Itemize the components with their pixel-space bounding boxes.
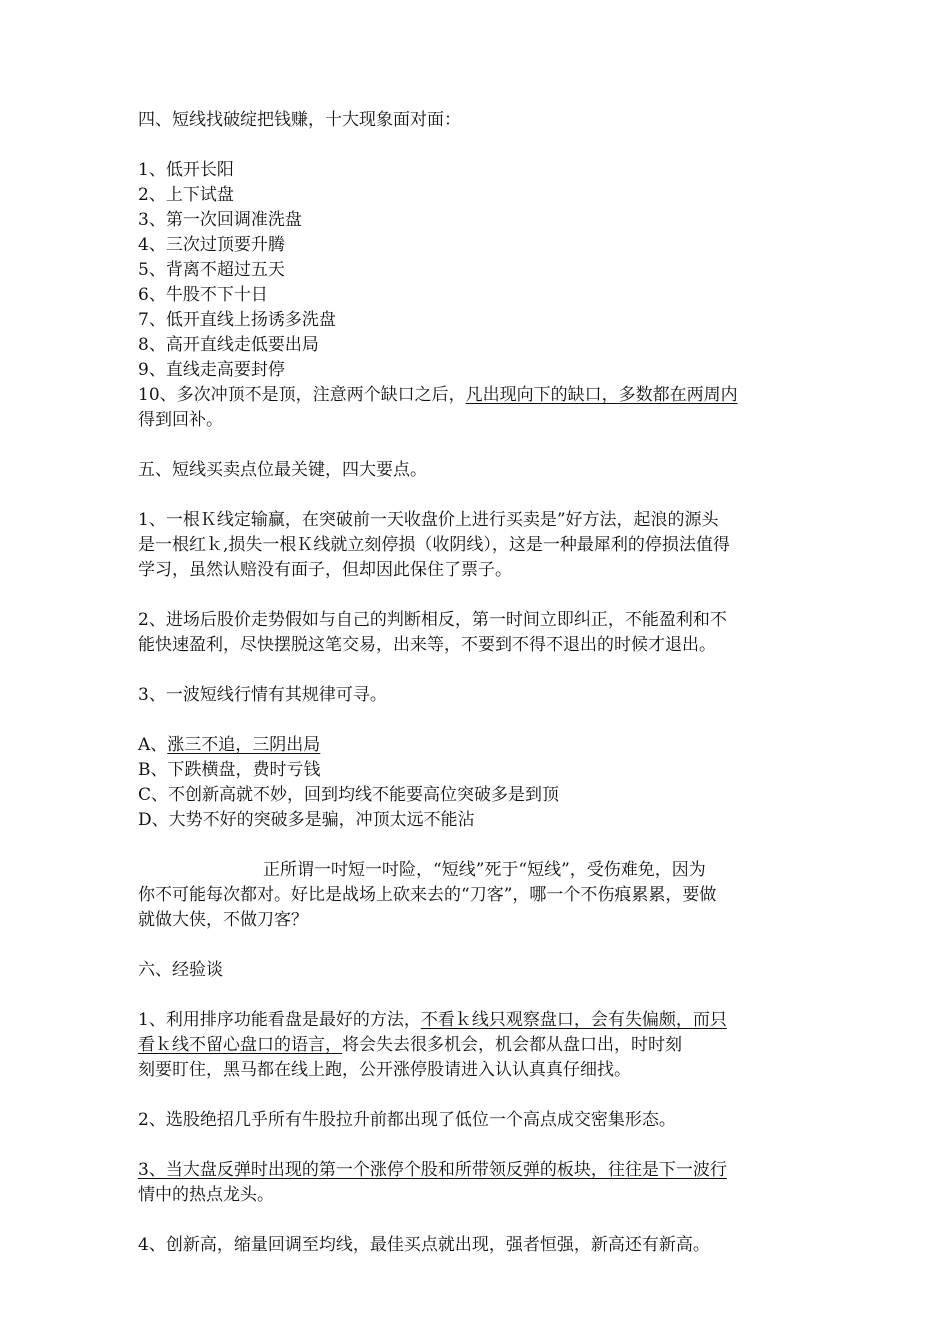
quote-line: 你不可能每次都对。好比是战场上砍来去的“刀客”，哪一个不伤痕累累，要做 bbox=[138, 885, 717, 905]
list-item-10-cont: 得到回补。 bbox=[138, 410, 223, 430]
paragraph-line: 1、一根Ｋ线定输赢，在突破前一天收盘价上进行买卖是”好方法，起浪的源头 bbox=[138, 510, 719, 530]
spacer bbox=[138, 483, 818, 508]
spacer bbox=[138, 708, 818, 733]
quote-line: 就做大侠，不做刀客？ bbox=[138, 910, 308, 930]
spacer bbox=[138, 658, 818, 683]
document-page bbox=[138, 108, 818, 1258]
paragraph-line bbox=[138, 1158, 818, 1183]
rule-d: D、大势不好的突破多是骗，冲顶太远不能沾 bbox=[138, 810, 475, 830]
section-5-heading: 五、短线买卖点位最关键，四大要点。 bbox=[138, 460, 427, 480]
underlined-text: 凡出现向下的缺口，多数都在两周内 bbox=[465, 385, 738, 405]
rule-a: A、涨三不追，三阴出局 bbox=[138, 735, 321, 755]
paragraph-line: 能快速盈利，尽快摆脱这笔交易，出来等，不要到不得不退出的时候才退出。 bbox=[138, 635, 716, 655]
spacer bbox=[138, 1208, 818, 1233]
spacer bbox=[138, 833, 818, 858]
spacer bbox=[138, 433, 818, 458]
underlined-text: 涨三不追，三阴出局 bbox=[167, 735, 321, 755]
rule-c: C、不创新高就不妙，回到均线不能要高位突破多是到顶 bbox=[138, 785, 560, 805]
list-item: 6、牛股不下十日 bbox=[138, 285, 268, 305]
section-4-heading: 四、短线找破绽把钱赚，十大现象面对面： bbox=[138, 110, 461, 130]
spacer bbox=[138, 1083, 818, 1108]
spacer bbox=[138, 933, 818, 958]
paragraph-line: 看ｋ线不留心盘口的语言，将会失去很多机会，机会都从盘口出，时时刻 bbox=[138, 1035, 682, 1055]
list-item: 9、直线走高要封停 bbox=[138, 360, 285, 380]
list-item: 4、三次过顶要升腾 bbox=[138, 235, 285, 255]
section-6-heading: 六、经验谈 bbox=[138, 960, 223, 980]
list-item: 2、上下试盘 bbox=[138, 185, 234, 205]
list-item-10: 10、多次冲顶不是顶，注意两个缺口之后，凡出现向下的缺口，多数都在两周内 bbox=[138, 385, 738, 405]
paragraph: 3、一波短线行情有其规律可寻。 bbox=[138, 685, 387, 705]
rule-b: B、下跌横盘，费时亏钱 bbox=[138, 760, 321, 780]
underlined-text: 不看ｋ线只观察盘口，会有失偏颇，而只 bbox=[420, 1010, 727, 1030]
paragraph-line: 是一根红ｋ,损失一根Ｋ线就立刻停损（收阴线），这是一种最犀利的停损法值得 bbox=[138, 535, 730, 555]
quote-line: 正所谓一吋短一吋险，“短线”死于“短线”，受伤难免，因为 bbox=[263, 860, 706, 880]
spacer bbox=[138, 133, 818, 158]
paragraph-line: 学习，虽然认赔没有面子，但却因此保住了票子。 bbox=[138, 560, 512, 580]
paragraph-line: 1、利用排序功能看盘是最好的方法，不看ｋ线只观察盘口，会有失偏颇，而只 bbox=[138, 1010, 727, 1030]
underlined-text: 3、当大盘反弹时出现的第一个涨停个股和所带领反弹的板块，往往是下一波行 bbox=[138, 1160, 727, 1180]
paragraph-line: 情中的热点龙头。 bbox=[138, 1185, 274, 1205]
list-item: 5、背离不超过五天 bbox=[138, 260, 285, 280]
spacer bbox=[138, 1133, 818, 1158]
spacer bbox=[138, 583, 818, 608]
paragraph-line: 2、进场后股价走势假如与自己的判断相反，第一时间立即纠正，不能盈利和不 bbox=[138, 610, 727, 630]
list-item: 7、低开直线上扬诱多洗盘 bbox=[138, 310, 336, 330]
list-item: 1、低开长阳 bbox=[138, 160, 234, 180]
paragraph-line: 刻要盯住，黑马都在线上跑，公开涨停股请进入认认真真仔细找。 bbox=[138, 1060, 631, 1080]
paragraph: 4、创新高，缩量回调至均线，最佳买点就出现，强者恒强，新高还有新高。 bbox=[138, 1235, 710, 1255]
underlined-text: 看ｋ线不留心盘口的语言， bbox=[138, 1035, 342, 1055]
paragraph: 2、选股绝招几乎所有牛股拉升前都出现了低位一个高点成交密集形态。 bbox=[138, 1110, 676, 1130]
list-item: 3、第一次回调准洗盘 bbox=[138, 210, 302, 230]
list-item: 8、高开直线走低要出局 bbox=[138, 335, 319, 355]
spacer bbox=[138, 983, 818, 1008]
